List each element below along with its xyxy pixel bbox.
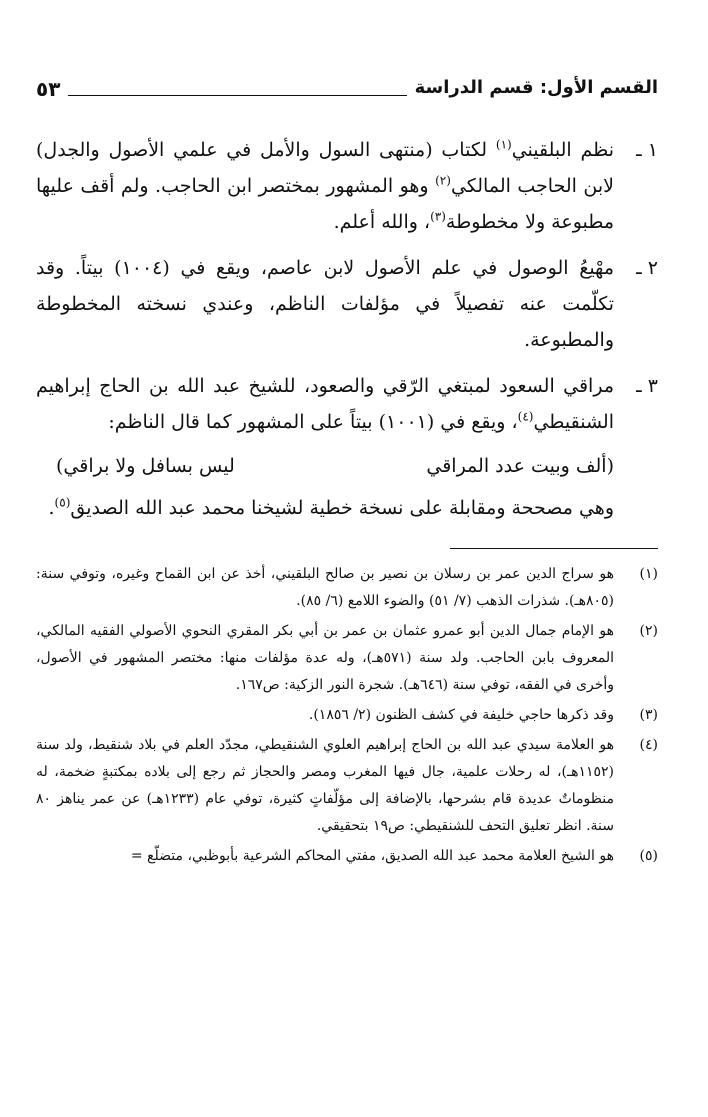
page-number: ٥٣ <box>36 77 61 101</box>
item-text-part: مراقي السعود لمبتغي الرّقي والصعود، للشيخ عبد الله بن الحاج إبراهيم الشنقيطي <box>36 375 614 433</box>
footnote-3 <box>36 702 658 729</box>
item-number: ٣ ـ <box>636 375 658 397</box>
footnote-number: (١) <box>639 566 658 582</box>
footnote-text: هو الإمام جمال الدين أبو عمرو عثمان بن عمر بن أبي بكر المقري النحوي الأصولي الفقيه المالكي، المعروف بابن الحاجب. ولد سنة (٥٧١هـ)، وله عدة مؤلفات منها: مختصر المشهور في الأصول، وأخرى في الفقه، توفي سنة (٦٤٦هـ). شجرة النور الزكية: ص١٦٧. <box>36 623 614 693</box>
poem-verse <box>36 448 614 484</box>
footnote-text: هو العلامة سيدي عبد الله بن الحاج إبراهيم العلوي الشنقيطي، مجدّد العلم في بلاد شنقيط، ولد سنة (١١٥٢هـ)، له رحلات علمية، جال فيها المغرب ومصر والحجاز ثم رجع إلى بلاده بمكتبةٍ ضخمة، له منظوماتٌ عديدة قام بشرحها، بالإضافة إلى مؤلّفاتٍ كثيرة، توفي عام (١٢٣٣هـ) عن عمر يناهز ٨٠ سنة. انظر تعليق التحف للشنقيطي: ص١٩ بتحقيقي. <box>36 737 614 834</box>
footnote-text: هو سراج الدين عمر بن رسلان بن نصير بن صالح البلقيني، أخذ عن ابن القماح وغيره، وتوفي سنة: (٨٠٥هـ). شذرات الذهب (٧/ ٥١) والضوء اللامع (٦/ ٨٥). <box>36 566 614 609</box>
footnote-number: (٣) <box>639 707 658 723</box>
item-text: مهْيعُ الوصول في علم الأصول لابن عاصم، ويقع في (١٠٠٤) بيتاً. وقد تكلّمت عنه تفصيلاً في مؤلفات الناظم، وعندي نسخته المخطوطة والمطبوعة. <box>36 257 614 351</box>
header-rule <box>68 95 406 96</box>
list-item-2 <box>36 250 658 358</box>
verse-second-hemistich: ليس بسافل ولا براقي) <box>56 455 235 477</box>
item-text-part: ، والله أعلم. <box>333 211 431 233</box>
item-text-part: ، ويقع في (١٠٠١) بيتاً على المشهور كما قال الناظم: <box>108 411 518 433</box>
footnote-number: (٢) <box>639 623 658 639</box>
footnote-text: وقد ذكرها حاجي خليفة في كشف الظنون (٢/ ١٨٥٦). <box>308 707 614 723</box>
footnote-text: هو الشيخ العلامة محمد عبد الله الصديق، مفتي المحاكم الشرعية بأبوظبي، متضلّع = <box>130 848 614 864</box>
footnote-number: (٤) <box>639 737 658 753</box>
item-text <box>36 132 614 240</box>
item-text-part: وهي مصححة ومقابلة على نسخة خطية لشيخنا محمد عبد الله الصديق <box>70 497 614 519</box>
footnote-number: (٥) <box>639 848 658 864</box>
verse-first-hemistich: (ألف وبيت عدد المراقي <box>426 455 614 477</box>
footnotes <box>36 561 658 870</box>
running-header <box>36 68 658 102</box>
footnote-2 <box>36 618 658 699</box>
footnote-ref[interactable]: (٥) <box>54 495 71 510</box>
main-text <box>36 132 658 526</box>
item-text-part: نظم البلقيني <box>511 139 614 161</box>
footnote-4 <box>36 732 658 840</box>
footnote-1 <box>36 561 658 615</box>
footnote-ref[interactable]: (٣) <box>430 209 446 224</box>
item-text-part: وهو المشهور بمختصر ابن الحاجب. ولم أقف عليها مطبوعة ولا مخطوطة <box>36 175 614 233</box>
book-page <box>36 68 658 1108</box>
item-text-part: . <box>48 497 55 519</box>
list-item-1 <box>36 132 658 240</box>
footnote-separator <box>450 548 658 549</box>
item-text-part: لكتاب (منتهى السول والأمل في علمي الأصول والجدل) لابن الحاجب المالكي <box>36 139 614 197</box>
item-text <box>36 368 614 526</box>
footnote-5 <box>36 843 658 870</box>
footnote-ref[interactable]: (١) <box>495 137 512 152</box>
list-item-3 <box>36 368 658 526</box>
section-title: القسم الأول: قسم الدراسة <box>414 77 658 98</box>
item-number: ٢ ـ <box>636 257 658 279</box>
item-number: ١ ـ <box>636 139 658 161</box>
footnote-ref[interactable]: (٤) <box>517 409 534 424</box>
footnote-ref[interactable]: (٢) <box>435 173 451 188</box>
